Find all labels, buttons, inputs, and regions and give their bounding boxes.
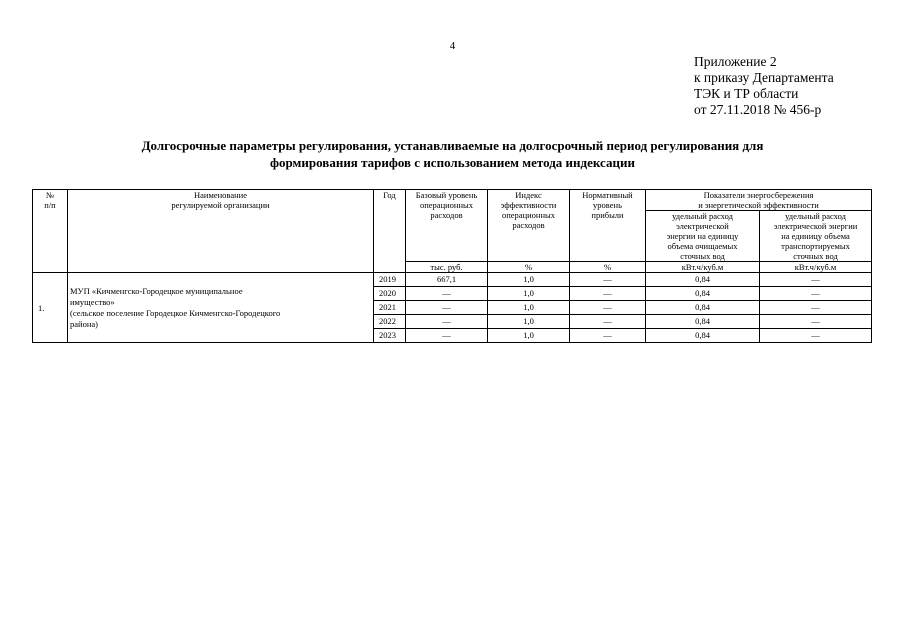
cell-index: 1,0 (488, 329, 570, 343)
appendix-line: Приложение 2 (694, 54, 777, 69)
unit-index: % (488, 262, 570, 273)
header-efficiency-index: Индекс эффективности операционных расходов (488, 190, 570, 262)
title-line: формирования тарифов с использованием метода индексации (270, 155, 635, 170)
table-row (33, 273, 872, 287)
title-line: Долгосрочные параметры регулирования, устанавливаемые на долгосрочный период регулирования для (141, 138, 764, 153)
cell-year: 2022 (374, 315, 406, 329)
cell-year: 2020 (374, 287, 406, 301)
cell-sub-cleaned: 0,84 (646, 329, 760, 343)
cell-index: 1,0 (488, 273, 570, 287)
header-row (33, 190, 872, 211)
header-year: Год (374, 190, 406, 273)
parameters-table (32, 189, 872, 343)
organization-name: МУП «Кичменгско-Городецкое муниципальное имущество» (сельское поселение Городецкое Кичменгско-Городецкого района) (68, 273, 374, 343)
row-number: 1. (33, 273, 68, 343)
cell-year: 2021 (374, 301, 406, 315)
cell-profit: — (570, 287, 646, 301)
document-title (0, 137, 905, 171)
cell-sub-transported: — (760, 273, 872, 287)
cell-year: 2023 (374, 329, 406, 343)
cell-sub-transported: — (760, 329, 872, 343)
header-sub-transported: удельный расход электрической энергии на единицу объема транспортируемых сточных вод (760, 211, 872, 262)
appendix-block (694, 54, 834, 118)
cell-profit: — (570, 329, 646, 343)
unit-sub-transported: кВт.ч/куб.м (760, 262, 872, 273)
header-profit-level: Нормативный уровень прибыли (570, 190, 646, 262)
cell-sub-cleaned: 0,84 (646, 301, 760, 315)
page-number: 4 (449, 40, 456, 52)
appendix-line: от 27.11.2018 № 456-р (694, 102, 822, 117)
unit-profit: % (570, 262, 646, 273)
cell-sub-cleaned: 0,84 (646, 287, 760, 301)
appendix-line: ТЭК и ТР области (694, 86, 799, 101)
cell-index: 1,0 (488, 287, 570, 301)
cell-year: 2019 (374, 273, 406, 287)
cell-index: 1,0 (488, 315, 570, 329)
cell-index: 1,0 (488, 301, 570, 315)
appendix-line: к приказу Департамента (694, 70, 834, 85)
cell-sub-transported: — (760, 301, 872, 315)
header-organization: Наименование регулируемой организации (68, 190, 374, 273)
cell-sub-cleaned: 0,84 (646, 315, 760, 329)
cell-base: — (406, 329, 488, 343)
header-num: № п/п (33, 190, 68, 273)
cell-profit: — (570, 315, 646, 329)
unit-base: тыс. руб. (406, 262, 488, 273)
cell-sub-transported: — (760, 315, 872, 329)
header-base-level: Базовый уровень операционных расходов (406, 190, 488, 262)
header-sub-cleaned: удельный расход электрической энергии на единицу объема очищаемых сточных вод (646, 211, 760, 262)
cell-base: — (406, 315, 488, 329)
cell-profit: — (570, 273, 646, 287)
cell-base: — (406, 287, 488, 301)
cell-sub-transported: — (760, 287, 872, 301)
unit-sub-cleaned: кВт.ч/куб.м (646, 262, 760, 273)
cell-base: — (406, 301, 488, 315)
cell-sub-cleaned: 0,84 (646, 273, 760, 287)
header-energy-indicators: Показатели энергосбережения и энергетической эффективности (646, 190, 872, 211)
cell-profit: — (570, 301, 646, 315)
cell-base: 667,1 (406, 273, 488, 287)
